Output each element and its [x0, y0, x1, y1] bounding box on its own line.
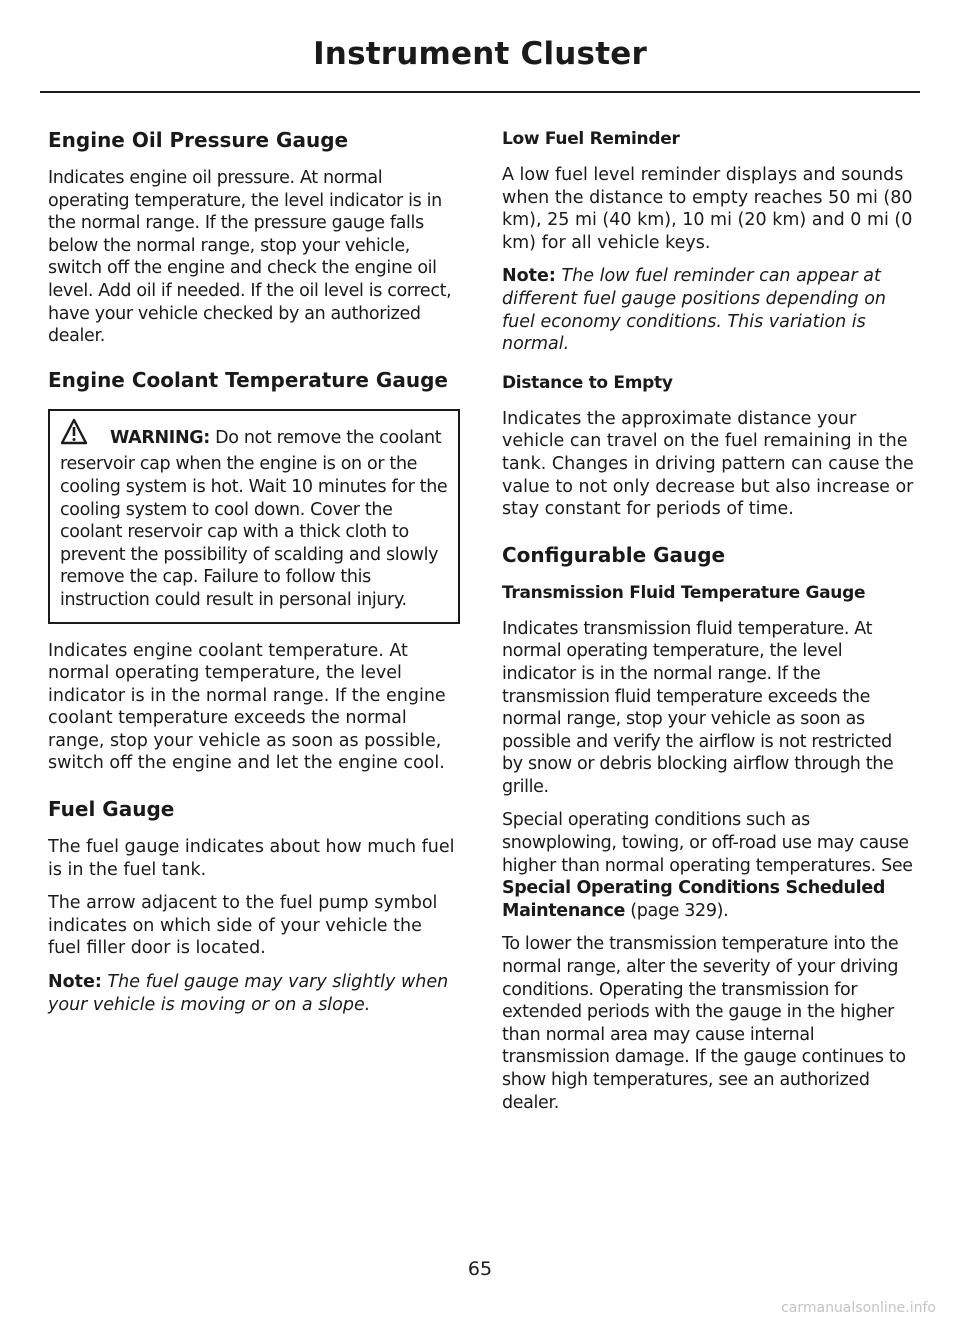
oil-pressure-heading: Engine Oil Pressure Gauge	[48, 128, 349, 152]
note-text: The low fuel reminder can appear at different fuel gauge positions depending on fuel economy conditions. This variation is normal.	[502, 266, 887, 355]
left-column	[48, 128, 460, 1027]
warning-triangle-icon	[60, 417, 106, 454]
fuel-gauge-heading: Fuel Gauge	[48, 797, 175, 822]
transmission-para-1: Indicates transmission fluid temperature. At normal operating temperature, the level indicator is in the normal range. If the transmission fluid temperature exceeds the normal range, stop your vehicle as soon as possible and verify the airflow is not restricted by snow or debris blocking airflow through the grille.	[502, 618, 894, 797]
coolant-body: Indicates engine coolant temperature. At normal operating temperature, the level indicator is in the normal range. If the engine coolant temperature exceeds the normal range, stop your vehicle as soon as possible, switch off the engine and let the engine cool.	[48, 640, 446, 774]
low-fuel-body: A low fuel level reminder displays and sounds when the distance to empty reaches 50 mi (80 km), 25 mi (40 km), 10 mi (20 km) and 0 mi (0 km) for all vehicle keys.	[502, 165, 913, 253]
page-title: Instrument Cluster	[313, 36, 647, 72]
watermark: carmanualsonline.info	[781, 1300, 936, 1316]
para-2-text: Special operating conditions such as snowplowing, towing, or off-road use may cause higher than normal operating temperatures. See	[502, 810, 913, 876]
fuel-gauge-para-1: The fuel gauge indicates about how much fuel is in the fuel tank.	[48, 837, 455, 880]
coolant-heading: Engine Coolant Temperature Gauge	[48, 367, 448, 392]
header-divider	[40, 91, 920, 93]
note-label: Note:	[48, 972, 102, 993]
transmission-para-2	[502, 809, 916, 922]
fuel-gauge-para-2: The arrow adjacent to the fuel pump symbol indicates on which side of your vehicle the fuel filler door is located.	[48, 893, 438, 959]
warning-text: Do not remove the coolant reservoir cap when the engine is on or the cooling system is hot. Wait 10 minutes for the cooling system to cool down. Cover the coolant reservoir cap with a thick cloth to prevent the possibility of scalding and slowly remove the cap. Failure to follow this instruction could result in personal injury.	[60, 427, 448, 610]
note-text: The fuel gauge may vary slightly when your vehicle is moving or on a slope.	[48, 972, 449, 1015]
transmission-para-3: To lower the transmission temperature into the normal range, alter the severity of your driving conditions. Operating the transmission for extended periods with the gauge in the higher than normal area may cause internal transmission damage. If the gauge continues to show high temperatures, see an authorized dealer.	[502, 934, 906, 1113]
oil-pressure-body: Indicates engine oil pressure. At normal operating temperature, the level indicator is in the normal range. If the pressure gauge falls below the normal range, stop your vehicle, switch off the engine and check the engine oil level. Add oil if needed. If the oil level is correct, have your vehicle checked by an authorized dealer.	[48, 168, 452, 347]
warning-label: WARNING:	[110, 427, 210, 448]
transmission-fluid-heading: Transmission Fluid Temperature Gauge	[502, 582, 866, 603]
low-fuel-note	[502, 265, 916, 355]
distance-to-empty-body: Indicates the approximate distance your vehicle can travel on the fuel remaining in the tank. Changes in driving pattern can cause the value to not only decrease but also increase or stay constant for periods of time.	[502, 408, 914, 520]
coolant-warning-paragraph	[60, 417, 450, 612]
special-operating-conditions-link[interactable]: Special Operating Conditions Scheduled Maintenance	[502, 878, 886, 921]
configurable-gauge-heading: Configurable Gauge	[502, 542, 726, 567]
distance-to-empty-heading: Distance to Empty	[502, 372, 673, 393]
fuel-gauge-note	[48, 971, 460, 1016]
coolant-warning-box	[48, 409, 460, 624]
low-fuel-heading: Low Fuel Reminder	[502, 129, 680, 149]
page-reference: (page 329).	[625, 900, 729, 921]
page-number: 65	[467, 1258, 493, 1280]
note-label: Note:	[502, 266, 556, 287]
right-column	[502, 128, 916, 1125]
